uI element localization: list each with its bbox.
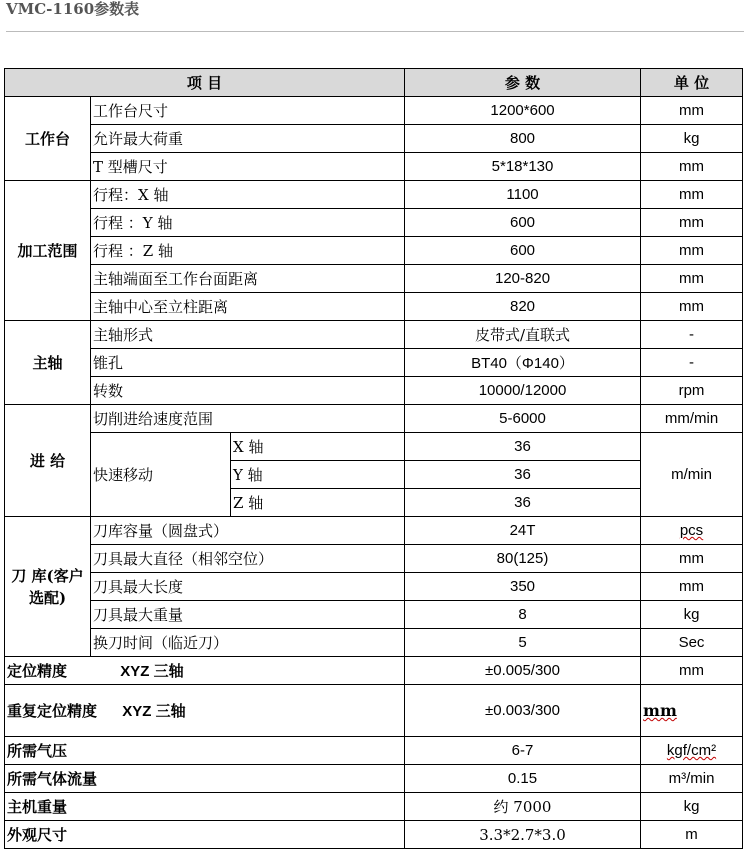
row-unit: Sec [641,629,743,657]
row-name: 所需气压 [5,737,405,765]
row-value: 120-820 [405,265,641,293]
table-row [5,793,743,821]
row-unit: mm [641,265,743,293]
row-unit: mm [641,153,743,181]
row-unit: mm [641,657,743,685]
row-unit: mm [641,545,743,573]
table-row [5,629,743,657]
rapid-axis: Z 轴 [231,489,405,517]
table-row [5,433,743,461]
header-divider [6,31,744,32]
rapid-label: 快速移动 [91,433,231,517]
row-unit: mm [641,181,743,209]
row-value: 600 [405,237,641,265]
category-feed: 进 给 [5,405,91,517]
row-name [5,685,405,737]
row-name: 主轴中心至立柱距离 [91,293,405,321]
table-row [5,405,743,433]
row-name: 刀具最大长度 [91,573,405,601]
row-unit: mm [641,209,743,237]
row-name: 外观尺寸 [5,821,405,849]
row-unit [641,517,743,545]
category-toolmag: 刀 库(客户选配) [5,517,91,657]
row-name: 转数 [91,377,405,405]
row-value: 3.3*2.7*3.0 [405,821,641,849]
row-unit: kg [641,125,743,153]
row-name: 刀具最大重量 [91,601,405,629]
table-row [5,321,743,349]
header-item: 项 目 [5,69,405,97]
row-value: 36 [405,461,641,489]
unit-text: pcs [679,522,704,539]
row-name: 主轴形式 [91,321,405,349]
row-unit: mm [641,573,743,601]
row-name [5,657,405,685]
row-name: T 型槽尺寸 [91,153,405,181]
row-name: 工作台尺寸 [91,97,405,125]
row-name: 允许最大荷重 [91,125,405,153]
table-row [5,737,743,765]
row-value: 36 [405,489,641,517]
table-row [5,237,743,265]
row-name: 所需气体流量 [5,765,405,793]
positioning-axes: XYZ 三轴 [120,663,184,680]
row-name: 刀库容量（圆盘式） [91,517,405,545]
row-unit [641,737,743,765]
header-param: 参 数 [405,69,641,97]
table-row [5,209,743,237]
row-name: 行程 ：Y 轴 [91,209,405,237]
rapid-axis: Y 轴 [231,461,405,489]
row-unit: m [641,821,743,849]
row-name: 行程：X 轴 [91,181,405,209]
row-unit [641,685,743,737]
unit-text: mm [643,701,677,720]
rapid-axis: X 轴 [231,433,405,461]
table-row [5,657,743,685]
category-range: 加工范围 [5,181,91,321]
row-name: 行程 ：Z 轴 [91,237,405,265]
row-unit: kg [641,601,743,629]
header-unit: 单 位 [641,69,743,97]
row-value: 约 7000 [405,793,641,821]
row-value: 10000/12000 [405,377,641,405]
table-row [5,601,743,629]
row-value: 36 [405,433,641,461]
unit-text: kgf/cm² [666,742,717,759]
table-row [5,125,743,153]
table-row [5,517,743,545]
row-name: 主机重量 [5,793,405,821]
table-row [5,153,743,181]
row-unit: rpm [641,377,743,405]
row-value: 8 [405,601,641,629]
row-unit: mm/min [641,405,743,433]
row-unit: mm [641,237,743,265]
row-value: 0.15 [405,765,641,793]
row-name: 刀具最大直径（相邻空位） [91,545,405,573]
row-value: 5*18*130 [405,153,641,181]
row-value: 5 [405,629,641,657]
table-row [5,377,743,405]
table-row [5,349,743,377]
repeat-axes: XYZ 三轴 [122,703,186,720]
row-value: 600 [405,209,641,237]
table-row [5,293,743,321]
row-name: 主轴端面至工作台面距离 [91,265,405,293]
row-unit: - [641,349,743,377]
category-spindle: 主轴 [5,321,91,405]
table-row [5,181,743,209]
table-row [5,765,743,793]
row-value: 5-6000 [405,405,641,433]
row-value: ±0.005/300 [405,657,641,685]
row-value: BT40（Φ140） [405,349,641,377]
table-header-row [5,69,743,97]
rapid-unit: m/min [641,433,743,517]
table-row [5,265,743,293]
row-value: 皮带式/直联式 [405,321,641,349]
repeat-label: 重复定位精度 [7,702,98,720]
positioning-label: 定位精度 [7,662,68,680]
table-row [5,573,743,601]
page-title: VMC-1160参数表 [6,0,140,18]
row-value: 350 [405,573,641,601]
row-value: 820 [405,293,641,321]
row-unit: kg [641,793,743,821]
row-name: 换刀时间（临近刀） [91,629,405,657]
row-unit: m³/min [641,765,743,793]
table-row [5,685,743,737]
table-row [5,821,743,849]
row-value: 80(125) [405,545,641,573]
row-name: 锥孔 [91,349,405,377]
row-name: 切削进给速度范围 [91,405,405,433]
row-value: 800 [405,125,641,153]
row-value: 6-7 [405,737,641,765]
category-worktable: 工作台 [5,97,91,181]
row-unit: - [641,321,743,349]
table-row [5,97,743,125]
row-unit: mm [641,293,743,321]
spec-table [4,68,743,849]
row-value: 24T [405,517,641,545]
row-value: 1100 [405,181,641,209]
row-value: 1200*600 [405,97,641,125]
row-unit: mm [641,97,743,125]
row-value: ±0.003/300 [405,685,641,737]
table-row [5,545,743,573]
